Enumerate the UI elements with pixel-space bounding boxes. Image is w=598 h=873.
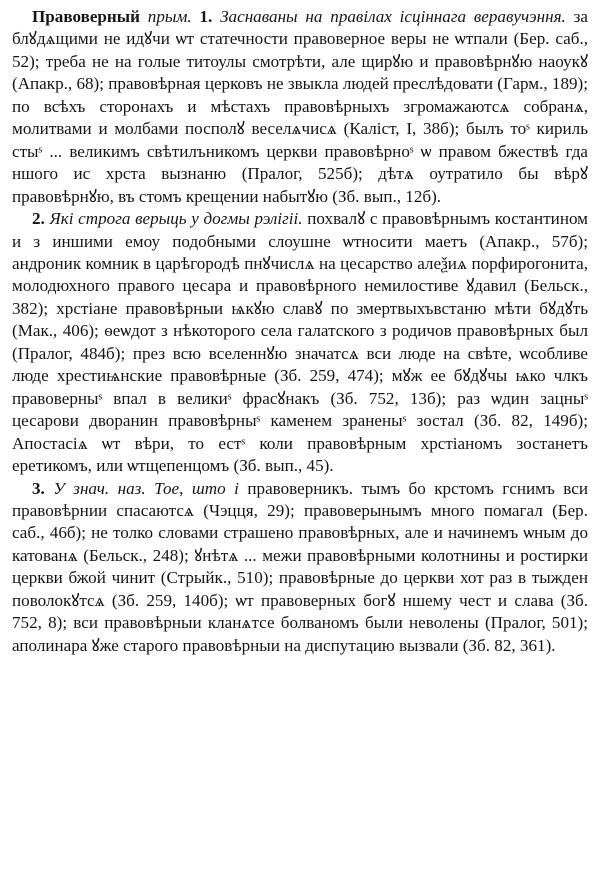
sense-number: 3. (32, 478, 45, 498)
headword: Правоверный (32, 7, 140, 26)
part-of-speech: прым. (147, 7, 192, 26)
sense-definition: Заснаваны на правілах ісціннага веравучэння. (220, 7, 566, 26)
sense-number: 2. (32, 209, 45, 229)
sense-citations: похвалꙋ с правовѣрнымъ костантином и з иншими емоу подобными слоушне ѡтносити маетъ (Апакр., 57б); андроник комник в царѣгородѣ пнꙋчислѧ на цесарство алеѯиѧ порфирогонита, молодюхного правого цесара и правовѣрного немилостиве ꙋдавил (Бельск., 382); хрстiане правовѣрныи ѩкꙋю славꙋ по змертвыхъвстаню мѣти бꙋдꙋть (Мак., 406); ѳеѡдот з нѣкоторого села галатского з родичов правовѣрных был (Пралог, 484б); през всю вселеннꙋю значатсѧ вси люде на свѣте, ѡсобливе люде хрестиѩнские правовѣрные (Зб. 259, 474); мꙋж ее бꙋдꙋчы ѩко члкъ правоверныˢ впал в великиˢ фрасꙋнакъ (Зб. 752, 13б); раз ѡдин зацныˢ цесарови дворанин правовѣрныˢ каменем зраненыˢ зостал (Зб. 82, 149б); Апостасiѧ ѡт вѣри, то естˢ коли правовѣрным хрстiаномъ зостанетъ еретикомъ, или ѡтщепенцомъ (Зб. вып., 45). (12, 209, 589, 476)
dictionary-sense-3 (12, 478, 588, 658)
sense-citations: правоверникъ. тымъ бо крстомъ гснимъ вси правовѣрнии спасаютсѧ (Чэцця, 29); правоверынымъ много помагал (Бер. саб., 46б); не толко словами страшено правовѣрных, але и начинемъ ѡным до катованѧ (Бельск., 248); ꙋнѣтѧ ... межи правовѣрными колотнины и ростирки церкви бжой чинит (Стрыйк., 510); правовѣрные до церкви хот раз в тыжден поволокꙋтсѧ (Зб. 259, 140б); ѡт правоверных богꙋ ншему чест и слава (Зб. 752, 8); вси правовѣрныи кланѧтсе болваномъ были неволены (Пралог, 501); аполинара ꙋже старого правовѣрныи на диспутацию вызвали (Зб. 82, 361). (12, 478, 589, 655)
dictionary-sense-2 (12, 208, 588, 477)
sense-citations: за блꙋдѧщими не идꙋчи ѡт статечности правоверное веры не ѡтпали (Бер. саб., 52); треба не на голые титоулы смотрѣти, але щирꙋю и правовѣрнꙋю наоукꙋ (Апакр., 68); правовѣрная церковъ не звыкла людей преслѣдовати (Гарм., 189); по всѣхъ сторонахъ и мѣстахъ правовѣрныхъ згромажаютсѧ собранѧ, молитвами и молбами посполꙋ веселѧчисѧ (Каліст, I, 38б); былъ тоˢ кириль стыˢ ... великимъ свѣтилъникомъ церкви правовѣрноˢ ѡ правом бжествѣ гда ншого ис хрста вызнаню (Пралог, 525б); дѣтѧ оутратило бы вѣрꙋ правовѣрнꙋю, въ стомъ крещении набытꙋю (Зб. вып., 12б). (12, 7, 588, 206)
sense-definition: У знач. наз. Тое, што і (53, 478, 239, 498)
sense-number: 1. (199, 7, 213, 26)
dictionary-sense-1 (12, 6, 588, 208)
sense-definition: Які строга верыць у догмы рэлігіі. (49, 209, 303, 229)
